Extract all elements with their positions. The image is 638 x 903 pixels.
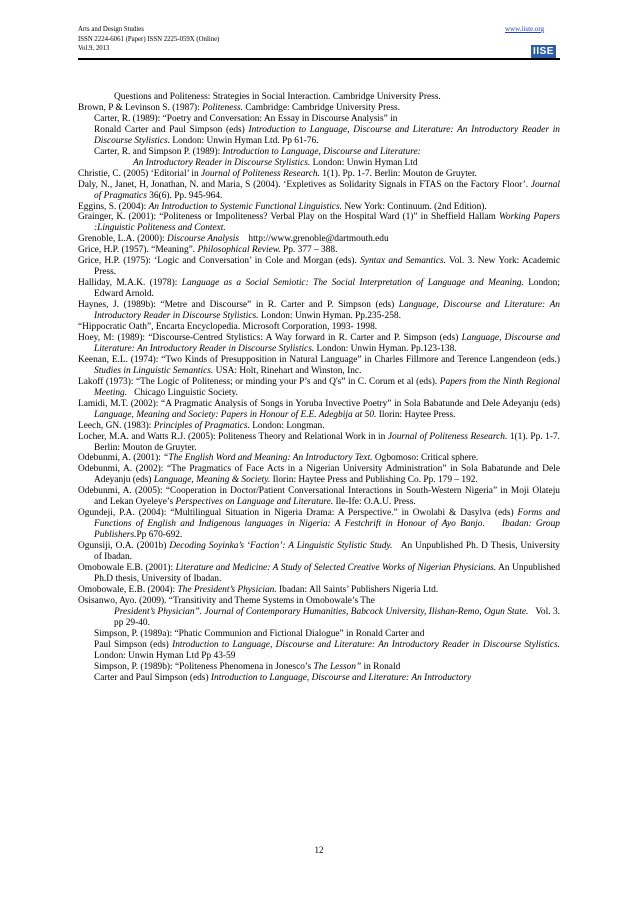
iiste-logo: IISE xyxy=(531,45,556,59)
reference-entry: Grice, H.P. (1957). “Meaning”. Philosophical Review. Pp. 377 – 388. xyxy=(78,245,338,256)
header-rule xyxy=(78,58,560,60)
page-number: 12 xyxy=(314,845,324,855)
reference-entry: Haynes, J. (1989b): “Metre and Discourse” in R. Carter and P. Simpson (eds) Language, Discourse and Literature: An Introductory Reader in Discourse Stylistics. London: Unwin Hyman. Pp.235-258. xyxy=(78,300,560,322)
reference-entry: Questions and Politeness: Strategies in Social Interaction. Cambridge University Press. xyxy=(114,92,441,102)
journal-volume: Vol.9, 2013 xyxy=(78,45,110,52)
reference-entry: Hoey, M: (1989): “Discourse-Centred Stylistics: A Way forward in R. Carter and P. Simpson (eds) Language, Discourse and Literature: An Introductory Reader in Discourse Stylistics. London: Unwin Hyman. Pp.123-138. xyxy=(78,332,560,354)
reference-entry: Simpson, P. (1989a): “Phatic Communion and Fictional Dialogue” in Ronald Carter and xyxy=(94,628,425,639)
reference-entry: Paul Simpson (eds) Introduction to Language, Discourse and Literature: An Introductory Reader in Discourse Stylistics. London: Unwin Hyman Ltd Pp 43-59 xyxy=(94,639,561,661)
reference-entry: Osisanwo, Ayo. (2009). “Transitivity and Theme Systems in Omobowale’s The xyxy=(78,595,375,606)
journal-name: Arts and Design Studies xyxy=(78,26,144,33)
reference-entry: Carter, R. (1989): “Poetry and Conversation: An Essay in Discourse Analysis” in xyxy=(94,113,398,124)
reference-entry: Eggins, S. (2004): An Introduction to Systemic Functional Linguistics. New York: Continuum. (2nd Edition). xyxy=(78,201,487,212)
reference-entry: Odebunmi, A. (2001): “The English Word and Meaning: An Introductory Text. Ogbomoso: Critical sphere. xyxy=(78,453,479,464)
reference-entry: Lamidi, M.T. (2002): “A Pragmatic Analysis of Songs in Yoruba Invective Poetry” in Sola Babatunde and Dele Adeyanju (eds) Language, Meaning and Society: Papers in Honour of E.E. Adegbija at 50. Ilorin: Haytee Press. xyxy=(78,398,560,420)
reference-entry: Locher, M.A. and Watts R.J. (2005): Politeness Theory and Relational Work in in Journal of Politeness Research. 1(1). Pp. 1-7. Berlin: Mouton de Gruyter. xyxy=(78,431,560,453)
reference-entry: Omobowale, E.B. (2004): The President’s Physician. Ibadan: All Saints’ Publishers Nigeria Ltd. xyxy=(78,584,439,595)
reference-entry: Christie, C. (2005) ‘Editorial’ in Journal of Politeness Research. 1(1). Pp. 1-7. Berlin: Mouton de Gruyter. xyxy=(78,168,477,179)
reference-entry: Omobowale E.B. (2001): Literature and Medicine: A Study of Selected Creative Works of Nigerian Physicians. An Unpublished Ph.D thesis, University of Ibadan. xyxy=(78,562,561,584)
reference-entry: Grice, H.P. (1975): ‘Logic and Conversation’ in Cole and Morgan (eds). Syntax and Semantics. Vol. 3. New York: Academic Press. xyxy=(78,256,560,278)
reference-entry: Carter, R. and Simpson P. (1989): Introduction to Language, Discourse and Literature: xyxy=(94,146,421,157)
references-list xyxy=(78,92,568,683)
reference-entry: Simpson, P. (1989b): “Politeness Phenomena in Jonesco’s The Lesson” in Ronald xyxy=(94,661,401,672)
reference-entry: Odebunmi, A. (2005): “Cooperation in Doctor/Patient Conversational Interactions in South-Western Nigeria” in Moji Olateju and Lekan Oyeleye’s Perspectives on Language and Literature. Ile-Ife: O.A.U. Press. xyxy=(78,486,560,508)
reference-entry: Lakoff (1973): “The Logic of Politeness; or minding your P’s and Q's” in C. Corum et al (eds). Papers from the Ninth Regional Meeting. Chicago Linguistic Society. xyxy=(78,376,561,398)
reference-entry: Leech, GN. (1983): Principles of Pragmatics. London: Longman. xyxy=(78,420,325,431)
reference-entry: Carter and Paul Simpson (eds) Introduction to Language, Discourse and Literature: An Introductory xyxy=(94,672,472,683)
reference-entry: An Introductory Reader in Discourse Stylistics. London: Unwin Hyman Ltd xyxy=(133,157,418,168)
reference-entry: “Hippocratic Oath”, Encarta Encyclopedia. Microsoft Corporation, 1993- 1998. xyxy=(78,322,378,333)
reference-entry: Ronald Carter and Paul Simpson (eds) Introduction to Language, Discourse and Literature: An Introductory Reader in Discourse Stylistics. London: Unwin Hyman Ltd. Pp 61-76. xyxy=(94,124,560,146)
reference-entry: Ogunsiji, O.A. (2001b) Decoding Soyinka’s ‘Faction’: A Linguistic Stylistic Study. An Unpublished Ph. D Thesis, University of Ibadan. xyxy=(78,541,563,563)
journal-issn: ISSN 2224-6061 (Paper) ISSN 2225-059X (Online) xyxy=(78,35,220,43)
journal-info xyxy=(78,25,219,54)
reference-entry: President’s Physician”. Journal of Contemporary Humanities, Babcock University, Ilishan-Remo, Ogun State. Vol. 3. pp 29-40. xyxy=(114,606,568,628)
reference-entry: Halliday, M.A.K. (1978): Language as a Social Semiotic: The Social Interpretation of Language and Meaning. London; Edward Arnold. xyxy=(78,278,560,300)
reference-entry: Ogundeji, P.A. (2004): “Multilingual Situation in Nigeria Drama: A Perspective.” in Owolabi & Dasylva (eds) Forms and Functions of English and Indigenous languages in Nigeria: A Festchrift in Honour of Ayo Banjo. Ibadan: Group Publishers.Pp 670-692. xyxy=(78,508,563,541)
journal-url-link[interactable]: www.iiste.org xyxy=(505,25,545,33)
reference-entry: Grainger, K. (2001): “Politeness or Impoliteness? Verbal Play on the Hospital Ward (1)” in Sheffield Hallam Working Papers :Linguistic Politeness and Context. xyxy=(78,212,560,234)
reference-entry: Daly, N., Janet, H, Jonathan, N. and Maria, S (2004). ‘Expletives as Solidarity Signals in FTAS on the Factory Floor’. Journal of Pragmatics 36(6). Pp. 945-964. xyxy=(78,179,560,201)
reference-entry: Brown, P & Levinson S. (1987): Politeness. Cambridge: Cambridge University Press. xyxy=(78,102,401,113)
reference-entry: Keenan, E.L. (1974): “Two Kinds of Presupposition in Natural Language” in Charles Fillmore and Terence Langendeon (eds.) Studies in Linguistic Semantics. USA: Holt, Rinehart and Winston, Inc. xyxy=(78,354,560,376)
reference-entry: Odebunmi, A. (2002): “The Pragmatics of Face Acts in a Nigerian University Administration” in Sola Babatunde and Dele Adeyanju (eds) Language, Meaning & Society. Ilorin: Haytee Press and Publishing Co. Pp. 179 – 192. xyxy=(78,464,560,486)
reference-entry: Grenoble, L.A. (2000): Discourse Analysis http://www.grenoble@dartmouth.edu xyxy=(78,234,389,245)
